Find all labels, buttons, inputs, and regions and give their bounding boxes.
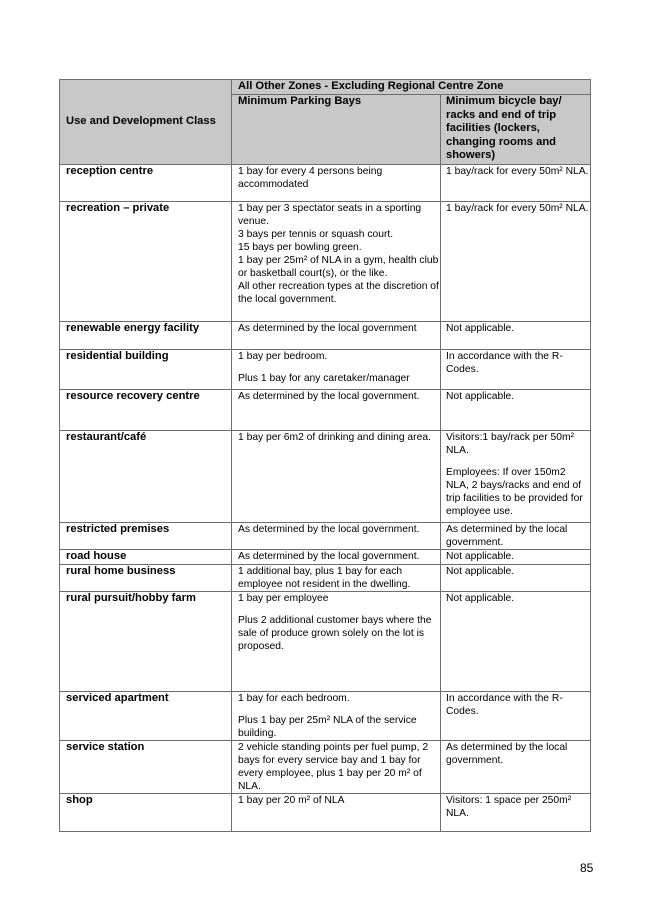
table-row [60, 202, 591, 322]
cell-line: As determined by the local government. [238, 391, 420, 402]
parking-cell [232, 565, 441, 592]
parking-cell [232, 692, 441, 741]
bicycle-cell [441, 431, 591, 523]
bicycle-cell [441, 592, 591, 692]
table-row [60, 523, 591, 550]
cell-line: 15 bays per bowling green. [238, 242, 362, 253]
header-row-zone [60, 80, 591, 95]
use-class-cell: shop [60, 794, 232, 832]
bicycle-cell [441, 350, 591, 390]
cell-line: Not applicable. [446, 551, 515, 562]
bicycle-cell [441, 165, 591, 202]
use-class-cell: road house [60, 550, 232, 565]
cell-line: Not applicable. [446, 323, 515, 334]
cell-line: As determined by the local government. [446, 742, 568, 766]
cell-line: 1 bay per 25m² of NLA in a gym, health club or basketball court(s), or the like. [238, 255, 439, 279]
parking-cell [232, 794, 441, 832]
table-body [60, 165, 591, 832]
cell-line: Plus 2 additional customer bays where the sale of produce grown solely on the lot is proposed. [238, 615, 432, 652]
bicycle-cell [441, 692, 591, 741]
cell-line: As determined by the local government. [238, 524, 420, 535]
paragraph-gap [238, 363, 440, 372]
bicycle-cell [441, 794, 591, 832]
table-row [60, 550, 591, 565]
paragraph-gap [238, 705, 440, 714]
use-class-cell: rural home business [60, 565, 232, 592]
header-zone: All Other Zones - Excluding Regional Centre Zone [232, 80, 591, 95]
table-row [60, 565, 591, 592]
use-class-cell: restaurant/café [60, 431, 232, 523]
use-class-cell: service station [60, 741, 232, 794]
table-row [60, 165, 591, 202]
cell-line: As determined by the local government. [238, 551, 420, 562]
use-class-cell: reception centre [60, 165, 232, 202]
cell-line: 1 bay per bedroom. [238, 351, 328, 362]
bicycle-cell [441, 202, 591, 322]
table-row [60, 322, 591, 350]
cell-line: Visitors: 1 space per 250m² NLA. [446, 795, 572, 819]
table-row [60, 431, 591, 523]
cell-line: 1 bay for each bedroom. [238, 693, 350, 704]
cell-line: 1 bay per 20 m² of NLA [238, 795, 345, 806]
bicycle-cell [441, 322, 591, 350]
table-row [60, 692, 591, 741]
table-row [60, 794, 591, 832]
cell-line: As determined by the local government [238, 323, 417, 334]
parking-cell [232, 741, 441, 794]
header-parking: Minimum Parking Bays [232, 95, 441, 165]
cell-line: Plus 1 bay per 25m² NLA of the service building. [238, 715, 417, 739]
cell-line: 1 bay per employee [238, 593, 329, 604]
cell-line: 1 bay per 6m2 of drinking and dining area. [238, 432, 431, 443]
cell-line: Employees: If over 150m2 NLA, 2 bays/racks and end of trip facilities to be provided for employee use. [446, 467, 583, 517]
cell-line: 3 bays per tennis or squash court. [238, 229, 394, 240]
bicycle-cell [441, 565, 591, 592]
use-class-cell: recreation – private [60, 202, 232, 322]
bicycle-cell [441, 523, 591, 550]
parking-requirements-table [59, 79, 591, 832]
cell-line: 1 bay/rack for every 50m² NLA. [446, 166, 589, 177]
parking-cell [232, 431, 441, 523]
parking-cell [232, 350, 441, 390]
use-class-cell: serviced apartment [60, 692, 232, 741]
table-row [60, 350, 591, 390]
cell-line: 1 bay/rack for every 50m² NLA. [446, 203, 589, 214]
parking-cell [232, 550, 441, 565]
bicycle-cell [441, 390, 591, 431]
cell-line: In accordance with the R-Codes. [446, 693, 563, 717]
parking-cell [232, 322, 441, 350]
use-class-cell: residential building [60, 350, 232, 390]
cell-line: Plus 1 bay for any caretaker/manager [238, 373, 410, 384]
cell-line: Not applicable. [446, 391, 515, 402]
cell-line: 2 vehicle standing points per fuel pump, 2 bays for every service bay and 1 bay for every employee, plus 1 bay per 20 m² of NLA. [238, 742, 429, 792]
use-class-cell: rural pursuit/hobby farm [60, 592, 232, 692]
use-class-cell: resource recovery centre [60, 390, 232, 431]
use-class-cell: renewable energy facility [60, 322, 232, 350]
paragraph-gap [238, 605, 440, 614]
cell-line: 1 additional bay, plus 1 bay for each employee not resident in the dwelling. [238, 566, 411, 590]
header-use-class: Use and Development Class [60, 80, 232, 165]
table-row [60, 592, 591, 692]
page-number: 85 [580, 861, 594, 875]
use-class-cell: restricted premises [60, 523, 232, 550]
parking-cell [232, 165, 441, 202]
cell-line: Not applicable. [446, 593, 515, 604]
bicycle-cell [441, 550, 591, 565]
cell-line: All other recreation types at the discretion of the local government. [238, 281, 439, 305]
cell-line: In accordance with the R-Codes. [446, 351, 563, 375]
cell-line: 1 bay per 3 spectator seats in a sporting venue. [238, 203, 422, 227]
cell-line: As determined by the local government. [446, 524, 568, 548]
bicycle-cell [441, 741, 591, 794]
table-row [60, 741, 591, 794]
cell-line: 1 bay for every 4 persons being accommodated [238, 166, 383, 190]
header-bicycle: Minimum bicycle bay/ racks and end of trip facilities (lockers, changing rooms and showers) [441, 95, 591, 165]
parking-cell [232, 523, 441, 550]
cell-line: Visitors:1 bay/rack per 50m² NLA. [446, 432, 574, 456]
parking-cell [232, 390, 441, 431]
table-row [60, 390, 591, 431]
parking-cell [232, 592, 441, 692]
cell-line: Not applicable. [446, 566, 515, 577]
paragraph-gap [446, 457, 590, 466]
parking-cell [232, 202, 441, 322]
